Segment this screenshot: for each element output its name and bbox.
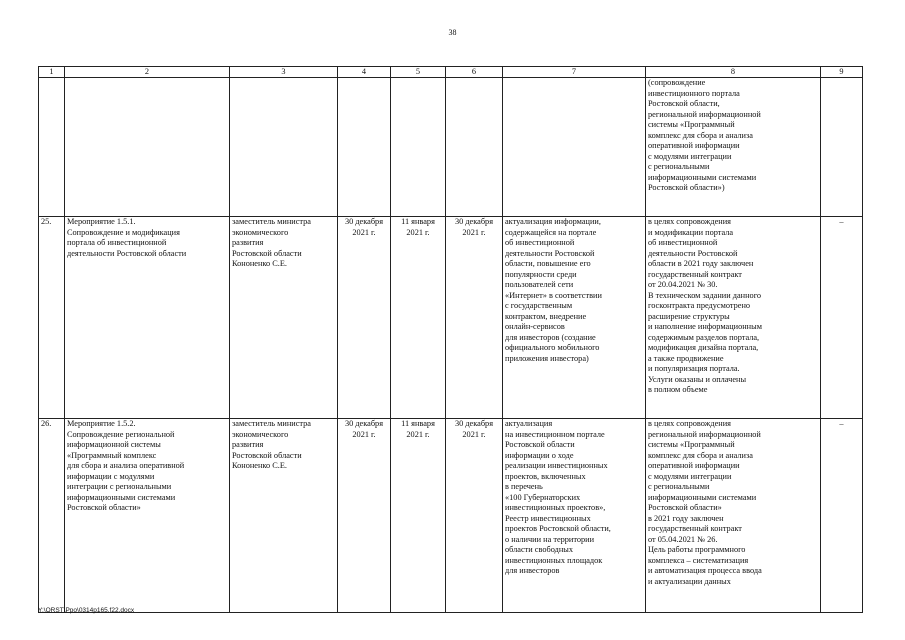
note-cell: – xyxy=(821,217,863,419)
table-cell xyxy=(65,78,230,217)
table-cell xyxy=(39,78,65,217)
header-cell: 2 xyxy=(65,67,230,78)
mid-date-cell: 11 января 2021 г. xyxy=(391,419,446,613)
header-cell: 8 xyxy=(646,67,821,78)
start-date-cell: 30 декабря 2021 г. xyxy=(338,419,391,613)
status-cell: в целях сопровождения и модификации портала об инвестиционной деятельности Ростовской области в 2021 году заключен государственный контракт от 20.04.2021 № 30. В техническом задании данного госконтракта предусмотрено расширение структуры и наполнение информационным содержимым разделов портала, модификация дизайна портала, а также продвижение и популяризация портала. Услуги оказаны и оплачены в полном объеме xyxy=(646,217,821,419)
report-table xyxy=(38,66,863,613)
status-cell: (сопровождение инвестиционного портала Ростовской области, региональной информационной системы «Программный комплекс для сбора и анализа оперативной информации с модулями интеграции с региональными информационными системами Ростовской области») xyxy=(646,78,821,217)
header-cell: 5 xyxy=(391,67,446,78)
header-cell: 9 xyxy=(821,67,863,78)
table-row xyxy=(39,217,863,419)
continuation-row xyxy=(39,78,863,217)
header-cell: 4 xyxy=(338,67,391,78)
result-cell: актуализация на инвестиционном портале Ростовской области информации о ходе реализации инвестиционных проектов, включенных в перечень «100 Губернаторских инвестиционных проектов», Реестр инвестиционных проектов Ростовской области, о наличии на территории области свободных инвестиционных площадок для инвесторов xyxy=(503,419,646,613)
responsible-cell: заместитель министра экономического развития Ростовской области Кононенко С.Е. xyxy=(230,217,338,419)
header-row xyxy=(39,67,863,78)
header-cell: 6 xyxy=(446,67,503,78)
page-number: 38 xyxy=(448,28,457,37)
measure-cell: Мероприятие 1.5.1. Сопровождение и модификация портала об инвестиционной деятельности Ростовской области xyxy=(65,217,230,419)
row-number-cell: 26. xyxy=(39,419,65,613)
end-date-cell: 30 декабря 2021 г. xyxy=(446,419,503,613)
file-path-footer: Y:\ORST\Ppo\0314p165.f22.docx xyxy=(38,607,135,614)
table-row xyxy=(39,419,863,613)
measure-cell: Мероприятие 1.5.2. Сопровождение региональной информационной системы «Программный комплекс для сбора и анализа оперативной информации с модулями интеграции с региональными информационными системами Ростовской области» xyxy=(65,419,230,613)
note-cell: – xyxy=(821,419,863,613)
header-cell: 1 xyxy=(39,67,65,78)
header-cell: 7 xyxy=(503,67,646,78)
mid-date-cell: 11 января 2021 г. xyxy=(391,217,446,419)
start-date-cell: 30 декабря 2021 г. xyxy=(338,217,391,419)
table-cell xyxy=(503,78,646,217)
result-cell: актуализация информации, содержащейся на портале об инвестиционной деятельности Ростовской области, повышение его популярности среди пользователей сети «Интернет» в соответствии с государственным контрактом, внедрение онлайн-сервисов для инвесторов (создание официального мобильного приложения инвестора) xyxy=(503,217,646,419)
table-cell xyxy=(230,78,338,217)
end-date-cell: 30 декабря 2021 г. xyxy=(446,217,503,419)
table-cell xyxy=(821,78,863,217)
status-cell: в целях сопровождения региональной информационной системы «Программный комплекс для сбора и анализа оперативной информации с модулями интеграции с региональными информационными системами Ростовской области» в 2021 году заключен государственный контракт от 05.04.2021 № 26. Цель работы программного комплекса – систематизация и автоматизация процесса ввода и актуализации данных xyxy=(646,419,821,613)
table-cell xyxy=(338,78,391,217)
table-cell xyxy=(446,78,503,217)
header-cell: 3 xyxy=(230,67,338,78)
table-cell xyxy=(391,78,446,217)
row-number-cell: 25. xyxy=(39,217,65,419)
responsible-cell: заместитель министра экономического развития Ростовской области Кононенко С.Е. xyxy=(230,419,338,613)
